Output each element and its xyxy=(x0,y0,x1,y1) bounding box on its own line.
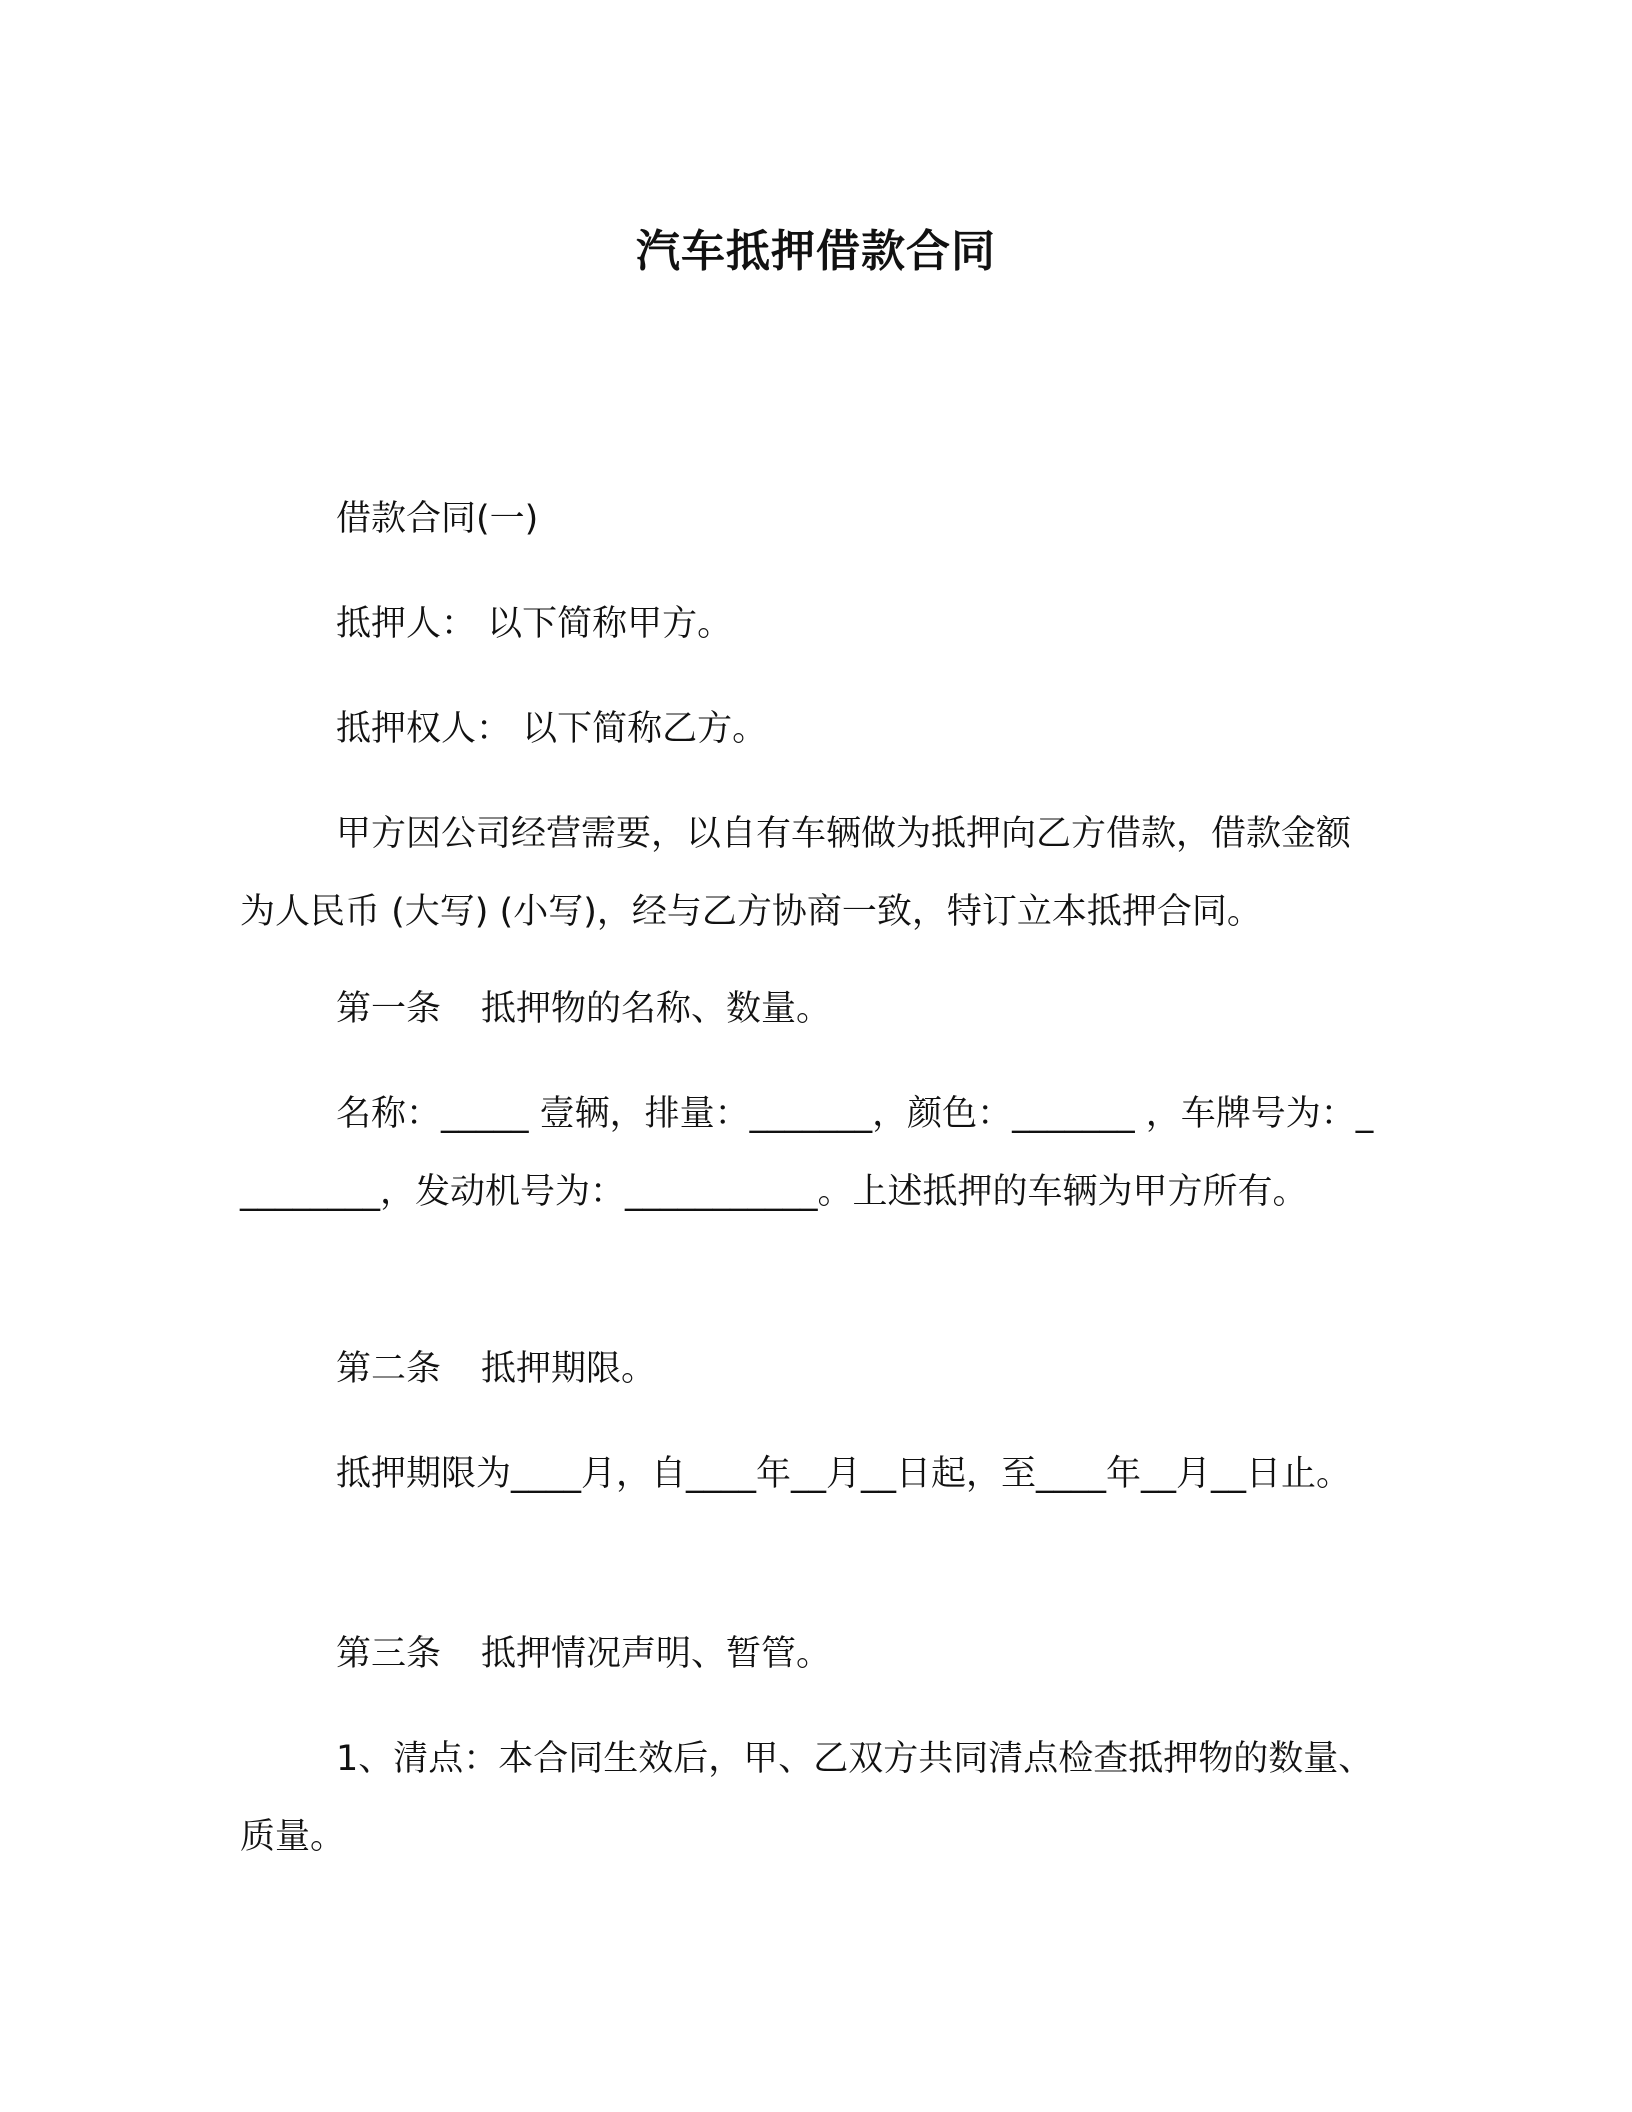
article-3-title: 抵押情况声明、暂管。 xyxy=(481,1634,832,1674)
mortgagor-line: 抵押人： 以下简称甲方。 xyxy=(336,604,733,644)
mortgagee-line: 抵押权人： 以下简称乙方。 xyxy=(336,709,768,749)
article-3-number: 第三条 xyxy=(336,1634,442,1674)
article-1-heading xyxy=(240,970,1375,1048)
article-2-title: 抵押期限。 xyxy=(481,1349,657,1389)
article-2-body: 抵押期限为____月，自____年__月__日起，至____年__月__日止。 xyxy=(336,1454,1352,1494)
article-2-heading xyxy=(240,1330,1375,1408)
article-3-heading xyxy=(240,1615,1375,1693)
document-title: 汽车抵押借款合同 xyxy=(636,226,996,277)
contract-subtitle: 借款合同(一) xyxy=(336,499,539,539)
article-2-number: 第二条 xyxy=(336,1349,442,1389)
article-3-item-1: 1、清点：本合同生效后，甲、乙双方共同清点检查抵押物的数量、质量。 xyxy=(240,1739,1374,1857)
article-1-title: 抵押物的名称、数量。 xyxy=(481,989,832,1029)
article-1-body: 名称：_____ 壹辆，排量：_______，颜色：_______ ，车牌号为：_________，发动机号为：___________。上述抵押的车辆为甲方所有。 xyxy=(240,1094,1374,1212)
intro-paragraph: 甲方因公司经营需要，以自有车辆做为抵押向乙方借款，借款金额为人民币 (大写) (小写)，经与乙方协商一致，特订立本抵押合同。 xyxy=(240,814,1352,932)
article-1-number: 第一条 xyxy=(336,989,442,1029)
